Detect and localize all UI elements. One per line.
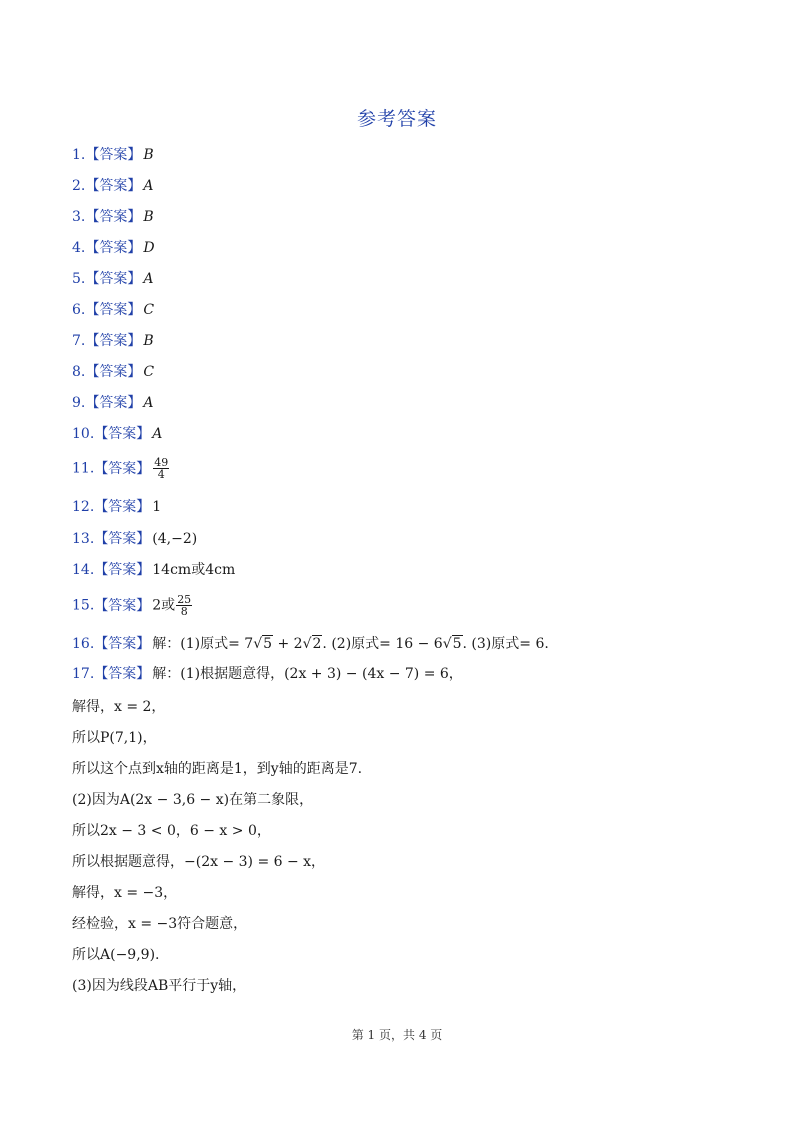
solution-line: 所以根据题意得，−(2x − 3) = 6 − x，: [72, 854, 326, 870]
answer-text: . (2)原式= 16 − 6: [322, 636, 443, 652]
page-footer: 第 1 页，共 4 页: [351, 1028, 443, 1042]
answer-number: 10.: [72, 426, 95, 442]
answer-number: 17.: [72, 666, 95, 682]
answer-tag: 【答案】: [94, 499, 151, 515]
solution-line: 解得，x = 2，: [72, 699, 166, 715]
answer-tag: 【答案】: [94, 562, 151, 578]
answer-number: 5.: [72, 271, 86, 287]
answer-tag: 【答案】: [94, 636, 151, 652]
answer-number: 13.: [72, 531, 95, 547]
answer-number: 3.: [72, 209, 86, 225]
answer-tag: 【答案】: [85, 178, 142, 194]
fraction: [176, 594, 192, 617]
answer-line-12: [72, 497, 161, 517]
answer-value: A: [143, 271, 154, 287]
answer-line-6: [72, 300, 154, 320]
sqrt-expression: √2: [302, 636, 322, 652]
answer-line-3: [72, 207, 154, 227]
answer-value: A: [143, 395, 154, 411]
answer-line-10: [72, 424, 162, 444]
answer-tag: 【答案】: [94, 531, 151, 547]
answer-number: 14.: [72, 562, 95, 578]
answer-line-17: [72, 664, 463, 684]
answer-tag: 【答案】: [85, 333, 142, 349]
solution-line: (3)因为线段AB平行于y轴，: [72, 978, 247, 994]
sqrt-expression: √5: [442, 636, 462, 652]
answer-number: 16.: [72, 636, 95, 652]
answer-number: 1.: [72, 147, 86, 163]
answer-line-4: [72, 238, 155, 258]
answer-value: B: [143, 147, 154, 163]
answer-line-9: [72, 393, 153, 413]
answer-tag: 【答案】: [85, 147, 142, 163]
answer-line-11: [72, 457, 169, 480]
answer-value: C: [143, 364, 155, 380]
answer-tag: 【答案】: [85, 302, 142, 318]
fraction-denominator: 4: [157, 468, 165, 481]
answer-tag: 【答案】: [85, 395, 142, 411]
answer-value: 14cm或4cm: [152, 562, 236, 578]
answer-value: A: [143, 178, 154, 194]
answer-line-5: [72, 269, 153, 289]
answer-value: B: [143, 209, 154, 225]
sqrt-expression: √5: [253, 636, 273, 652]
answer-text: 解：(1)根据题意得，(2x + 3) − (4x − 7) = 6，: [152, 666, 463, 682]
answer-number: 7.: [72, 333, 86, 349]
answer-number: 12.: [72, 499, 95, 515]
answer-number: 4.: [72, 240, 86, 256]
radicand: 5: [452, 636, 462, 652]
answer-line-1: [72, 145, 154, 165]
solution-line: 所以2x − 3 < 0，6 − x > 0，: [72, 823, 271, 839]
answer-text: + 2: [273, 636, 303, 652]
answer-line-15: [72, 594, 192, 617]
answer-value: 1: [152, 499, 162, 515]
answer-value: (4,−2): [152, 531, 198, 547]
answer-number: 15.: [72, 597, 95, 614]
page-title: 参考答案: [356, 108, 437, 130]
answer-line-7: [72, 331, 154, 351]
answer-tag: 【答案】: [85, 364, 142, 380]
answer-value: D: [143, 240, 155, 256]
answer-line-2: [72, 176, 153, 196]
answer-number: 8.: [72, 364, 86, 380]
answer-line-14: [72, 560, 235, 580]
answer-number: 2.: [72, 178, 86, 194]
answer-number: 11.: [72, 460, 95, 477]
answer-prefix: 2或: [152, 597, 176, 614]
fraction: [153, 457, 169, 480]
answer-value: B: [143, 333, 154, 349]
answer-line-13: [72, 529, 197, 549]
answer-number: 9.: [72, 395, 86, 411]
fraction-denominator: 8: [180, 605, 188, 618]
radicand: 5: [263, 636, 273, 652]
radicand: 2: [312, 636, 322, 652]
answer-tag: 【答案】: [94, 666, 151, 682]
fraction-numerator: 25: [177, 593, 192, 606]
answer-line-8: [72, 362, 154, 382]
answer-tag: 【答案】: [85, 240, 142, 256]
answer-text: . (3)原式= 6.: [462, 636, 549, 652]
answer-text: 解：(1)原式= 7: [152, 636, 254, 652]
solution-line: 经检验，x = −3符合题意，: [72, 916, 248, 932]
solution-line: 所以A(−9,9).: [72, 947, 160, 963]
answer-number: 6.: [72, 302, 86, 318]
solution-line: 所以这个点到x轴的距离是1，到y轴的距离是7.: [72, 761, 363, 777]
fraction-numerator: 49: [154, 456, 169, 469]
answer-tag: 【答案】: [85, 209, 142, 225]
solution-line: (2)因为A(2x − 3,6 − x)在第二象限，: [72, 792, 314, 808]
answer-tag: 【答案】: [94, 597, 151, 614]
answer-value: A: [152, 426, 163, 442]
answer-line-16: [72, 634, 549, 654]
solution-line: 所以P(7,1)，: [72, 730, 157, 746]
answer-tag: 【答案】: [94, 426, 151, 442]
answer-value: C: [143, 302, 155, 318]
answer-tag: 【答案】: [85, 271, 142, 287]
solution-line: 解得，x = −3，: [72, 885, 178, 901]
answer-tag: 【答案】: [94, 460, 151, 477]
